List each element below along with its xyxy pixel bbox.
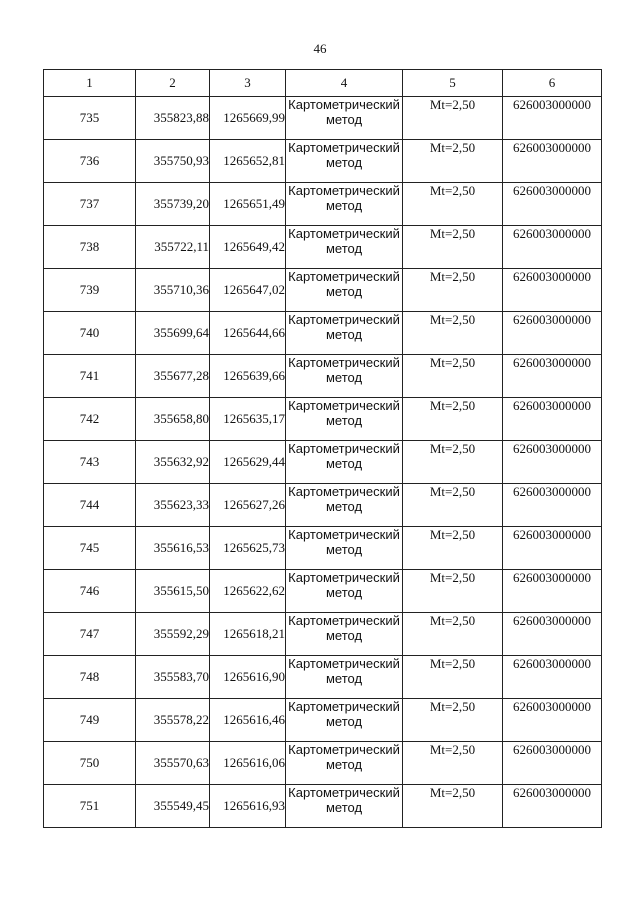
y-coordinate-cell: 1265669,99 bbox=[210, 97, 286, 140]
x-coordinate-cell: 355823,88 bbox=[136, 97, 210, 140]
table-row bbox=[44, 484, 602, 527]
method-line-1: Картометрический bbox=[288, 140, 400, 155]
method-line-1: Картометрический bbox=[288, 570, 400, 585]
accuracy-cell: Mt=2,50 bbox=[403, 527, 503, 570]
y-coordinate-cell: 1265639,66 bbox=[210, 355, 286, 398]
y-coordinate-cell: 1265629,44 bbox=[210, 441, 286, 484]
point-number-cell: 746 bbox=[44, 570, 136, 613]
point-number-cell: 751 bbox=[44, 785, 136, 828]
table-row bbox=[44, 226, 602, 269]
method-line-2: метод bbox=[325, 327, 363, 342]
point-number-cell: 742 bbox=[44, 398, 136, 441]
cadastral-number-cell: 626003000000 bbox=[503, 785, 602, 828]
table-header-row bbox=[44, 70, 602, 97]
y-coordinate-cell: 1265647,02 bbox=[210, 269, 286, 312]
x-coordinate-cell: 355722,11 bbox=[136, 226, 210, 269]
method-line-2: метод bbox=[325, 542, 363, 557]
point-number-cell: 750 bbox=[44, 742, 136, 785]
cadastral-number-cell: 626003000000 bbox=[503, 742, 602, 785]
accuracy-cell: Mt=2,50 bbox=[403, 398, 503, 441]
table-row bbox=[44, 656, 602, 699]
x-coordinate-cell: 355658,80 bbox=[136, 398, 210, 441]
method-line-2: метод bbox=[325, 155, 363, 170]
method-line-1: Картометрический bbox=[288, 97, 400, 112]
method-line-2: метод bbox=[325, 198, 363, 213]
method-cell bbox=[286, 441, 403, 484]
accuracy-cell: Mt=2,50 bbox=[403, 269, 503, 312]
method-line-1: Картометрический bbox=[288, 398, 400, 413]
method-line-1: Картометрический bbox=[288, 484, 400, 499]
method-cell bbox=[286, 140, 403, 183]
method-cell bbox=[286, 785, 403, 828]
point-number-cell: 747 bbox=[44, 613, 136, 656]
x-coordinate-cell: 355710,36 bbox=[136, 269, 210, 312]
cadastral-number-cell: 626003000000 bbox=[503, 140, 602, 183]
table-row bbox=[44, 269, 602, 312]
accuracy-cell: Mt=2,50 bbox=[403, 613, 503, 656]
method-line-2: метод bbox=[325, 714, 363, 729]
column-header: 3 bbox=[210, 70, 286, 97]
accuracy-cell: Mt=2,50 bbox=[403, 699, 503, 742]
table-row bbox=[44, 613, 602, 656]
method-cell bbox=[286, 484, 403, 527]
table-row bbox=[44, 183, 602, 226]
table-row bbox=[44, 398, 602, 441]
method-line-1: Картометрический bbox=[288, 742, 400, 757]
accuracy-cell: Mt=2,50 bbox=[403, 742, 503, 785]
y-coordinate-cell: 1265616,06 bbox=[210, 742, 286, 785]
accuracy-cell: Mt=2,50 bbox=[403, 183, 503, 226]
method-line-2: метод bbox=[325, 757, 363, 772]
method-cell bbox=[286, 312, 403, 355]
method-line-2: метод bbox=[325, 112, 363, 127]
method-line-2: метод bbox=[325, 241, 363, 256]
method-cell bbox=[286, 355, 403, 398]
accuracy-cell: Mt=2,50 bbox=[403, 97, 503, 140]
method-line-2: метод bbox=[325, 585, 363, 600]
accuracy-cell: Mt=2,50 bbox=[403, 312, 503, 355]
method-cell bbox=[286, 398, 403, 441]
method-line-1: Картометрический bbox=[288, 613, 400, 628]
cadastral-number-cell: 626003000000 bbox=[503, 527, 602, 570]
cadastral-number-cell: 626003000000 bbox=[503, 398, 602, 441]
x-coordinate-cell: 355616,53 bbox=[136, 527, 210, 570]
table-row bbox=[44, 97, 602, 140]
method-cell bbox=[286, 183, 403, 226]
method-cell bbox=[286, 656, 403, 699]
x-coordinate-cell: 355739,20 bbox=[136, 183, 210, 226]
method-line-2: метод bbox=[325, 499, 363, 514]
x-coordinate-cell: 355549,45 bbox=[136, 785, 210, 828]
cadastral-number-cell: 626003000000 bbox=[503, 441, 602, 484]
x-coordinate-cell: 355578,22 bbox=[136, 699, 210, 742]
y-coordinate-cell: 1265627,26 bbox=[210, 484, 286, 527]
page-number: 46 bbox=[313, 41, 327, 56]
table-row bbox=[44, 785, 602, 828]
y-coordinate-cell: 1265652,81 bbox=[210, 140, 286, 183]
method-cell bbox=[286, 742, 403, 785]
cadastral-number-cell: 626003000000 bbox=[503, 226, 602, 269]
x-coordinate-cell: 355750,93 bbox=[136, 140, 210, 183]
cadastral-number-cell: 626003000000 bbox=[503, 699, 602, 742]
point-number-cell: 749 bbox=[44, 699, 136, 742]
y-coordinate-cell: 1265616,93 bbox=[210, 785, 286, 828]
cadastral-number-cell: 626003000000 bbox=[503, 97, 602, 140]
point-number-cell: 739 bbox=[44, 269, 136, 312]
table-row bbox=[44, 527, 602, 570]
cadastral-number-cell: 626003000000 bbox=[503, 484, 602, 527]
x-coordinate-cell: 355570,63 bbox=[136, 742, 210, 785]
table-row bbox=[44, 140, 602, 183]
accuracy-cell: Mt=2,50 bbox=[403, 484, 503, 527]
method-line-2: метод bbox=[325, 456, 363, 471]
table-row bbox=[44, 570, 602, 613]
method-line-1: Картометрический bbox=[288, 269, 400, 284]
method-line-1: Картометрический bbox=[288, 355, 400, 370]
cadastral-number-cell: 626003000000 bbox=[503, 183, 602, 226]
y-coordinate-cell: 1265635,17 bbox=[210, 398, 286, 441]
point-number-cell: 740 bbox=[44, 312, 136, 355]
cadastral-number-cell: 626003000000 bbox=[503, 355, 602, 398]
point-number-cell: 744 bbox=[44, 484, 136, 527]
column-header: 4 bbox=[286, 70, 403, 97]
accuracy-cell: Mt=2,50 bbox=[403, 226, 503, 269]
point-number-cell: 736 bbox=[44, 140, 136, 183]
point-number-cell: 743 bbox=[44, 441, 136, 484]
method-line-1: Картометрический bbox=[288, 699, 400, 714]
method-line-1: Картометрический bbox=[288, 183, 400, 198]
method-line-2: метод bbox=[325, 800, 363, 815]
method-line-2: метод bbox=[325, 413, 363, 428]
method-cell bbox=[286, 226, 403, 269]
method-line-1: Картометрический bbox=[288, 441, 400, 456]
method-cell bbox=[286, 613, 403, 656]
method-line-2: метод bbox=[325, 370, 363, 385]
method-line-1: Картометрический bbox=[288, 785, 400, 800]
method-cell bbox=[286, 699, 403, 742]
point-number-cell: 745 bbox=[44, 527, 136, 570]
x-coordinate-cell: 355699,64 bbox=[136, 312, 210, 355]
point-number-cell: 741 bbox=[44, 355, 136, 398]
method-line-1: Картометрический bbox=[288, 312, 400, 327]
cadastral-number-cell: 626003000000 bbox=[503, 656, 602, 699]
method-cell bbox=[286, 527, 403, 570]
column-header: 1 bbox=[44, 70, 136, 97]
x-coordinate-cell: 355632,92 bbox=[136, 441, 210, 484]
cadastral-number-cell: 626003000000 bbox=[503, 613, 602, 656]
x-coordinate-cell: 355592,29 bbox=[136, 613, 210, 656]
y-coordinate-cell: 1265618,21 bbox=[210, 613, 286, 656]
cadastral-number-cell: 626003000000 bbox=[503, 312, 602, 355]
point-number-cell: 738 bbox=[44, 226, 136, 269]
column-header: 6 bbox=[503, 70, 602, 97]
x-coordinate-cell: 355677,28 bbox=[136, 355, 210, 398]
coordinates-table bbox=[43, 69, 602, 828]
method-line-2: метод bbox=[325, 284, 363, 299]
method-line-1: Картометрический bbox=[288, 226, 400, 241]
method-cell bbox=[286, 570, 403, 613]
y-coordinate-cell: 1265616,90 bbox=[210, 656, 286, 699]
accuracy-cell: Mt=2,50 bbox=[403, 656, 503, 699]
y-coordinate-cell: 1265616,46 bbox=[210, 699, 286, 742]
method-cell bbox=[286, 269, 403, 312]
cadastral-number-cell: 626003000000 bbox=[503, 269, 602, 312]
point-number-cell: 748 bbox=[44, 656, 136, 699]
method-line-1: Картометрический bbox=[288, 527, 400, 542]
accuracy-cell: Mt=2,50 bbox=[403, 785, 503, 828]
x-coordinate-cell: 355615,50 bbox=[136, 570, 210, 613]
table-row bbox=[44, 699, 602, 742]
y-coordinate-cell: 1265625,73 bbox=[210, 527, 286, 570]
y-coordinate-cell: 1265644,66 bbox=[210, 312, 286, 355]
y-coordinate-cell: 1265622,62 bbox=[210, 570, 286, 613]
column-header: 2 bbox=[136, 70, 210, 97]
column-header: 5 bbox=[403, 70, 503, 97]
x-coordinate-cell: 355623,33 bbox=[136, 484, 210, 527]
accuracy-cell: Mt=2,50 bbox=[403, 441, 503, 484]
accuracy-cell: Mt=2,50 bbox=[403, 355, 503, 398]
method-line-2: метод bbox=[325, 671, 363, 686]
accuracy-cell: Mt=2,50 bbox=[403, 570, 503, 613]
table-row bbox=[44, 312, 602, 355]
method-line-2: метод bbox=[325, 628, 363, 643]
method-line-1: Картометрический bbox=[288, 656, 400, 671]
y-coordinate-cell: 1265649,42 bbox=[210, 226, 286, 269]
point-number-cell: 735 bbox=[44, 97, 136, 140]
point-number-cell: 737 bbox=[44, 183, 136, 226]
method-cell bbox=[286, 97, 403, 140]
table-row bbox=[44, 742, 602, 785]
table-row bbox=[44, 355, 602, 398]
y-coordinate-cell: 1265651,49 bbox=[210, 183, 286, 226]
accuracy-cell: Mt=2,50 bbox=[403, 140, 503, 183]
table-row bbox=[44, 441, 602, 484]
x-coordinate-cell: 355583,70 bbox=[136, 656, 210, 699]
cadastral-number-cell: 626003000000 bbox=[503, 570, 602, 613]
